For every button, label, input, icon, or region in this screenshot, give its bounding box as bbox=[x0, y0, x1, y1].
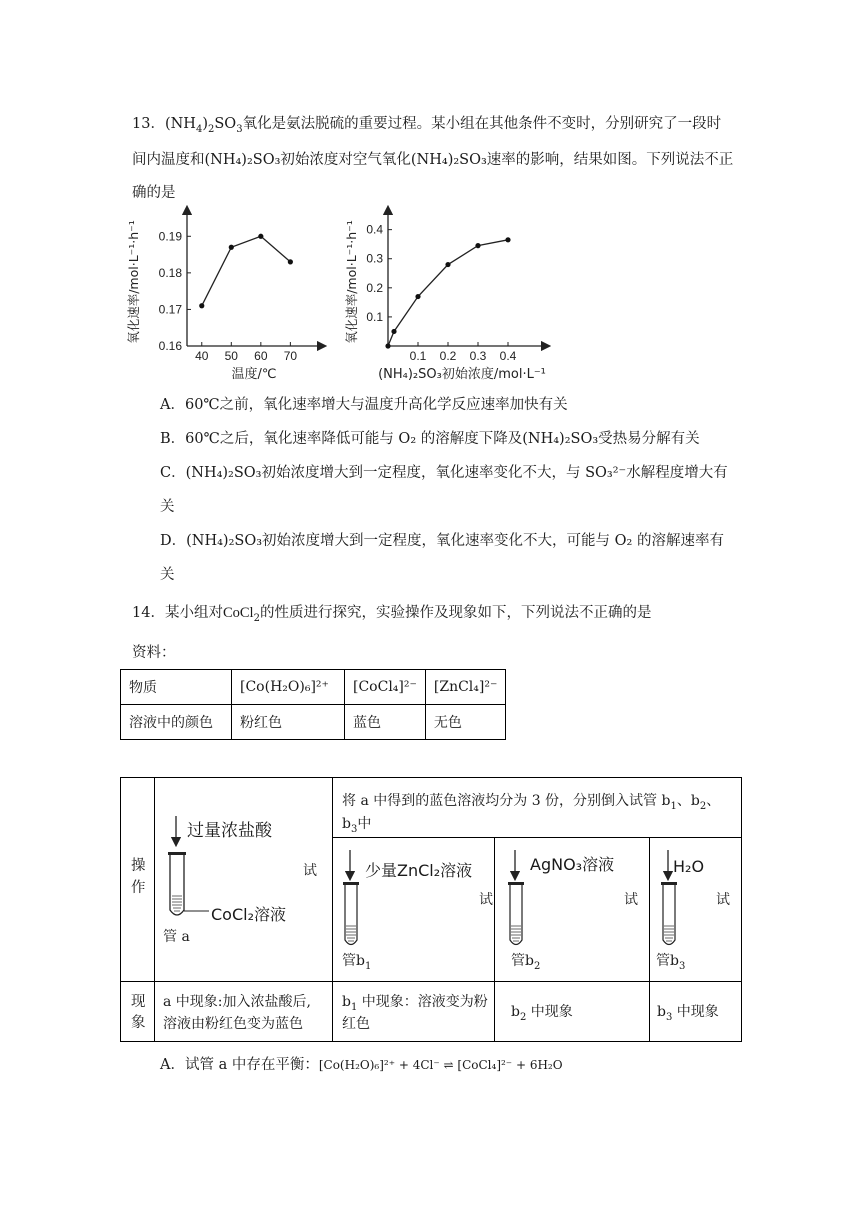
obs-a-line2: 溶液由粉红色变为蓝色 bbox=[163, 1016, 303, 1032]
q14-stem: 14．某小组对CoCl$_2$的性质进行探究，实验操作及现象如下，下列说法不正确的是 bbox=[132, 605, 652, 624]
chart-concentration bbox=[344, 210, 546, 382]
data-point bbox=[391, 329, 396, 334]
y-tick-label: 0.16 bbox=[158, 339, 182, 353]
y-axis-label: 氧化速率/mol·L⁻¹·h⁻¹ bbox=[126, 220, 141, 344]
test-tube-b2 bbox=[508, 850, 524, 945]
operations-table bbox=[120, 777, 742, 1042]
y-tick-label: 0.4 bbox=[366, 222, 383, 237]
data-point bbox=[505, 237, 510, 242]
b1-shi: 试 bbox=[479, 892, 493, 908]
q14-option-a: A．试管 a 中存在平衡：[Co(H₂O)₆]²⁺ + 4Cl⁻ ⇌ [CoCl₄]²⁻ + 6H₂O bbox=[160, 1057, 563, 1073]
table-row bbox=[121, 670, 506, 705]
obs-b3: $b_3$ 中现象 bbox=[657, 1004, 719, 1023]
q14-material-label: 资料： bbox=[132, 645, 176, 661]
tube-a-reagent: 过量浓盐酸 bbox=[187, 821, 272, 841]
test-tube-a bbox=[168, 852, 209, 915]
split-text-line1: 将 a 中得到的蓝色溶液均分为 3 份，分别倒入试管 $b_1$、$b_2$、 bbox=[342, 793, 721, 812]
y-tick-label: 0.3 bbox=[366, 251, 383, 266]
x-tick-label: 0.4 bbox=[499, 349, 517, 363]
obs-label-1: 现 bbox=[131, 994, 146, 1010]
q13-option-c-cont: 关 bbox=[160, 499, 175, 515]
y-tick-label: 0.1 bbox=[366, 309, 383, 324]
test-tube-b1 bbox=[343, 850, 359, 945]
q13-option-c: C．(NH₄)₂SO₃初始浓度增大到一定程度，氧化速率变化不大，与 SO₃²⁻水解程度增大有 bbox=[160, 465, 728, 481]
y-tick-label: 0.19 bbox=[158, 229, 182, 244]
q13-stem-line1: 13．$(NH_4)_2SO_3$氧化是氨法脱硫的重要过程。某小组在其他条件不变时，分别研究了一段时 bbox=[132, 116, 722, 135]
tube-a-name: 管 a bbox=[163, 929, 190, 945]
data-point bbox=[385, 343, 390, 348]
x-tick-label: 0.3 bbox=[469, 349, 487, 363]
obs-label-2: 象 bbox=[131, 1015, 146, 1031]
x-tick-label: 0.1 bbox=[409, 349, 427, 363]
data-point bbox=[258, 234, 263, 239]
x-tick-label: 50 bbox=[224, 349, 238, 363]
tube-a-shi: 试 bbox=[303, 863, 317, 879]
op-label-1: 操 bbox=[131, 858, 146, 874]
b1-name: 管$b_1$ bbox=[342, 953, 372, 972]
x-tick-label: 60 bbox=[254, 349, 268, 363]
x-tick-label: 40 bbox=[195, 349, 209, 363]
data-point bbox=[288, 259, 293, 264]
b1-reagent: 少量ZnCl₂溶液 bbox=[365, 861, 473, 880]
data-point bbox=[445, 262, 450, 267]
q13-stem-line3: 确的是 bbox=[132, 185, 176, 201]
b3-shi: 试 bbox=[716, 892, 730, 908]
table-cell: [Co(H₂O)₆]²⁺ bbox=[232, 670, 345, 705]
b2-name: 管$b_2$ bbox=[511, 953, 541, 972]
table-cell: 粉红色 bbox=[232, 705, 345, 740]
obs-b1-line2: 红色 bbox=[342, 1016, 370, 1032]
q13-stem-line2: 间内温度和(NH₄)₂SO₃初始浓度对空气氧化(NH₄)₂SO₃速率的影响，结果如图。下列说法不正 bbox=[132, 152, 734, 168]
table-cell: 物质 bbox=[121, 670, 232, 705]
x-tick-label: 0.2 bbox=[439, 349, 457, 363]
x-tick-label: 70 bbox=[283, 349, 298, 363]
b3-reagent: H₂O bbox=[673, 857, 705, 876]
series-line bbox=[202, 236, 291, 305]
obs-b2: $b_2$ 中现象 bbox=[511, 1004, 573, 1023]
q13-option-d-cont: 关 bbox=[160, 567, 175, 583]
series-line bbox=[388, 240, 508, 346]
table-cell: 溶液中的颜色 bbox=[121, 705, 232, 740]
table-cell: [CoCl₄]²⁻ bbox=[345, 670, 426, 705]
q13-option-b: B．60℃之后，氧化速率降低可能与 O₂ 的溶解度下降及(NH₄)₂SO₃受热易分解有关 bbox=[160, 431, 700, 447]
data-point bbox=[229, 245, 234, 250]
q13-charts bbox=[120, 205, 570, 385]
b2-shi: 试 bbox=[624, 892, 638, 908]
b3-name: 管$b_3$ bbox=[656, 953, 686, 972]
material-table bbox=[120, 669, 506, 740]
obs-b1-line1: $b_1$ 中现象：溶液变为粉 bbox=[342, 994, 488, 1013]
data-point bbox=[475, 243, 480, 248]
b2-reagent: AgNO₃溶液 bbox=[530, 855, 615, 874]
data-point bbox=[199, 303, 204, 308]
table-row bbox=[121, 705, 506, 740]
y-tick-label: 0.17 bbox=[158, 302, 182, 317]
table-cell: [ZnCl₄]²⁻ bbox=[425, 670, 505, 705]
x-axis-label: 温度/℃ bbox=[231, 367, 277, 382]
y-tick-label: 0.2 bbox=[366, 280, 383, 295]
table-cell: 蓝色 bbox=[345, 705, 426, 740]
table-cell: 无色 bbox=[425, 705, 505, 740]
y-tick-label: 0.18 bbox=[158, 265, 182, 280]
q13-option-d: D．(NH₄)₂SO₃初始浓度增大到一定程度，氧化速率变化不大，可能与 O₂ 的溶解速率有 bbox=[160, 533, 724, 549]
chart-temperature bbox=[126, 210, 322, 382]
obs-a-line1: a 中现象:加入浓盐酸后, bbox=[163, 994, 311, 1010]
x-axis-label: (NH₄)₂SO₃初始浓度/mol·L⁻¹ bbox=[378, 367, 546, 382]
op-label-2: 作 bbox=[131, 880, 146, 896]
y-axis-label: 氧化速率/mol·L⁻¹·h⁻¹ bbox=[344, 220, 359, 344]
data-point bbox=[415, 294, 420, 299]
split-text-line2: $b_3$中 bbox=[342, 816, 372, 835]
q13-option-a: A．60℃之前，氧化速率增大与温度升高化学反应速率加快有关 bbox=[160, 397, 568, 413]
tube-a-solution: CoCl₂溶液 bbox=[211, 905, 286, 924]
